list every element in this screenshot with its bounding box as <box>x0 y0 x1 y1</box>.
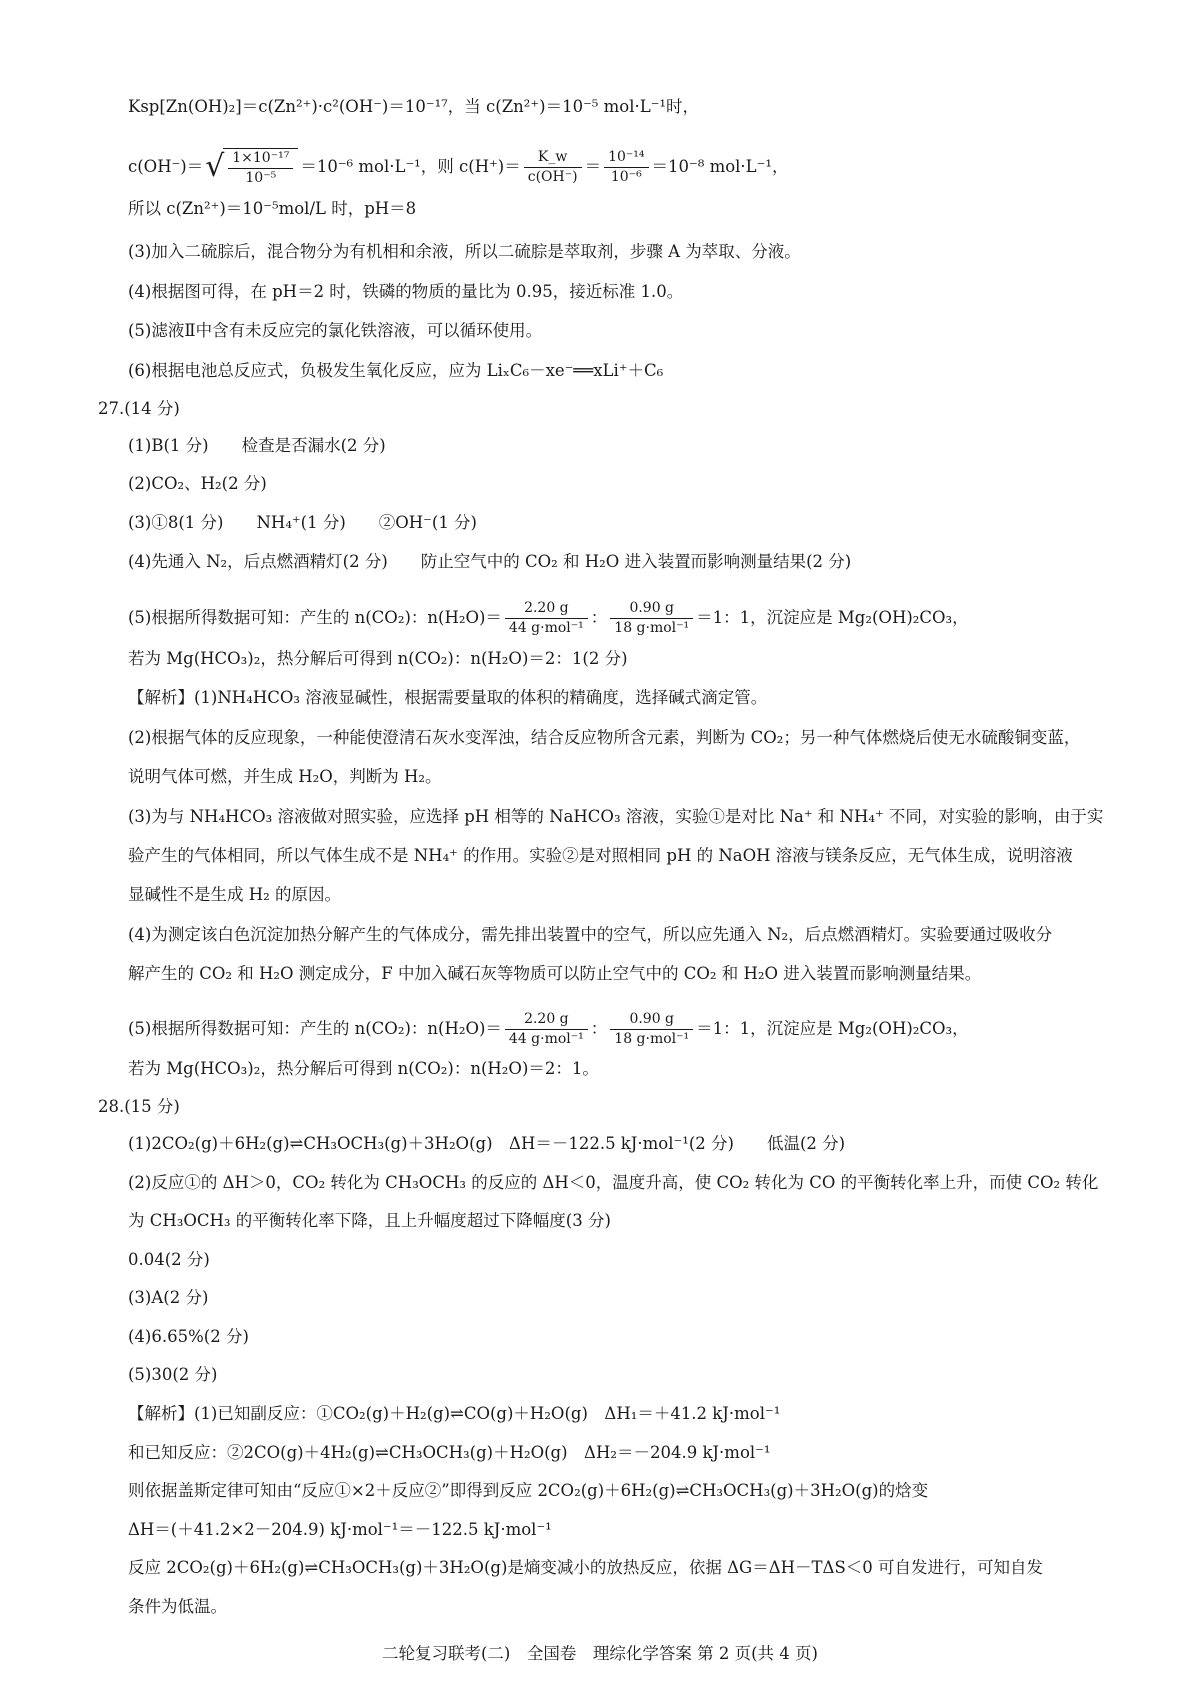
fraction-denominator: 10⁻⁶ <box>610 169 642 185</box>
fraction-denominator: 44 g·mol⁻¹ <box>508 620 584 636</box>
question-heading: 27.(14 分) <box>98 399 180 418</box>
fraction <box>524 149 582 186</box>
fraction-numerator: 10⁻¹⁴ <box>604 149 648 168</box>
fraction <box>610 1011 693 1048</box>
text-line: (3)加入二硫腙后，混合物分为有机相和余液，所以二硫腙是萃取剂，步骤 A 为萃取、分液。 <box>128 242 801 261</box>
fraction-denominator: 18 g·mol⁻¹ <box>614 620 690 636</box>
text-line: (4)6.65%(2 分) <box>128 1327 249 1346</box>
text-line: 若为 Mg(HCO₃)₂，热分解后可得到 n(CO₂)：n(H₂O)＝2：1。 <box>128 1059 599 1078</box>
question-heading: 28.(15 分) <box>98 1097 180 1116</box>
text-line: 若为 Mg(HCO₃)₂，热分解后可得到 n(CO₂)：n(H₂O)＝2：1(2 分) <box>128 649 628 668</box>
formula-text: (5)根据所得数据可知：产生的 n(CO₂)：n(H₂O)＝ <box>128 608 502 627</box>
formula-text: ＝ <box>584 157 602 176</box>
radical-sign: √ <box>205 149 225 184</box>
text-line: 所以 c(Zn²⁺)＝10⁻⁵mol/L 时，pH＝8 <box>128 199 417 218</box>
analysis-line: 【解析】(1)NH₄HCO₃ 溶液显碱性，根据需要量取的体积的精确度，选择碱式滴定管。 <box>128 688 768 707</box>
fraction <box>505 1011 588 1048</box>
text-line: 为 CH₃OCH₃ 的平衡转化率下降，且上升幅度超过下降幅度(3 分) <box>128 1211 611 1230</box>
text-line: (1)2CO₂(g)＋6H₂(g)⇌CH₃OCH₃(g)＋3H₂O(g) ΔH＝－122.5 kJ·mol⁻¹(2 分) 低温(2 分) <box>128 1134 846 1153</box>
fraction-numerator: 1×10⁻¹⁷ <box>228 150 293 169</box>
formula-text: (5)根据所得数据可知：产生的 n(CO₂)：n(H₂O)＝ <box>128 1019 502 1038</box>
sqrt-expression <box>205 148 298 187</box>
text-line: 显碱性不是生成 H₂ 的原因。 <box>128 885 341 904</box>
analysis-line: 【解析】(1)已知副反应：①CO₂(g)＋H₂(g)⇌CO(g)＋H₂O(g) ΔH₁＝＋41.2 kJ·mol⁻¹ <box>128 1404 781 1423</box>
fraction <box>228 150 293 187</box>
text-line: (2)反应①的 ΔH＞0，CO₂ 转化为 CH₃OCH₃ 的反应的 ΔH＜0，温度升高，使 CO₂ 转化为 CO 的平衡转化率上升，而使 CO₂ 转化 <box>128 1173 1099 1192</box>
formula-text: ： <box>590 608 608 627</box>
text-line: 解产生的 CO₂ 和 H₂O 测定成分，F 中加入碱石灰等物质可以防止空气中的 CO₂ 和 H₂O 进入装置而影响测量结果。 <box>128 964 982 983</box>
text-line: (3)A(2 分) <box>128 1288 209 1307</box>
text-line: (2)根据气体的反应现象，一种能使澄清石灰水变浑浊，结合反应物所含元素，判断为 CO₂；另一种气体燃烧后使无水硫酸铜变蓝， <box>128 728 1081 747</box>
text-line: (3)为与 NH₄HCO₃ 溶液做对照实验，应选择 pH 相等的 NaHCO₃ 溶液，实验①是对比 Na⁺ 和 NH₄⁺ 不同，对实验的影响，由于实 <box>128 807 1104 826</box>
fraction-numerator: 2.20 g <box>505 600 588 619</box>
fraction-numerator: K_w <box>524 149 582 168</box>
text-line: 说明气体可燃，并生成 H₂O，判断为 H₂。 <box>128 767 442 786</box>
text-line: (2)CO₂、H₂(2 分) <box>128 474 267 493</box>
fraction <box>610 600 693 637</box>
text-line: 和已知反应：②2CO(g)＋4H₂(g)⇌CH₃OCH₃(g)＋H₂O(g) ΔH₂＝－204.9 kJ·mol⁻¹ <box>128 1443 771 1462</box>
formula-text: ＝10⁻⁶ mol·L⁻¹，则 c(H⁺)＝ <box>300 157 521 176</box>
formula-text: ＝10⁻⁸ mol·L⁻¹， <box>651 157 789 176</box>
fraction-numerator: 0.90 g <box>610 600 693 619</box>
formula-line <box>128 600 969 637</box>
text-line: (4)先通入 N₂，后点燃酒精灯(2 分) 防止空气中的 CO₂ 和 H₂O 进入装置而影响测量结果(2 分) <box>128 552 852 571</box>
fraction-denominator: 10⁻⁵ <box>245 170 277 186</box>
formula-text: c(OH⁻)＝ <box>128 157 204 176</box>
formula-text: ＝1：1，沉淀应是 Mg₂(OH)₂CO₃， <box>696 608 969 627</box>
fraction-denominator: c(OH⁻) <box>527 169 578 185</box>
text-line: Ksp[Zn(OH)₂]＝c(Zn²⁺)·c²(OH⁻)＝10⁻¹⁷，当 c(Zn²⁺)＝10⁻⁵ mol·L⁻¹时， <box>128 97 700 116</box>
text-line: 则依据盖斯定律可知由“反应①×2＋反应②”即得到反应 2CO₂(g)＋6H₂(g)⇌CH₃OCH₃(g)＋3H₂O(g)的焓变 <box>128 1481 929 1500</box>
formula-text: ＝1：1，沉淀应是 Mg₂(OH)₂CO₃， <box>696 1019 969 1038</box>
text-line: (4)根据图可得，在 pH＝2 时，铁磷的物质的量比为 0.95，接近标准 1.0。 <box>128 282 684 301</box>
fraction-denominator: 18 g·mol⁻¹ <box>614 1031 690 1047</box>
text-line: 0.04(2 分) <box>128 1250 210 1269</box>
text-line: 条件为低温。 <box>128 1597 227 1616</box>
page-footer: 二轮复习联考(二) 全国卷 理综化学答案 第 2 页(共 4 页) <box>382 1644 818 1663</box>
formula-text: ： <box>590 1019 608 1038</box>
text-line: (1)B(1 分) 检查是否漏水(2 分) <box>128 436 386 455</box>
text-line: 验产生的气体相同，所以气体生成不是 NH₄⁺ 的作用。实验②是对照相同 pH 的 NaOH 溶液与镁条反应，无气体生成，说明溶液 <box>128 846 1073 865</box>
fraction <box>505 600 588 637</box>
text-line: (5)滤液Ⅱ中含有未反应完的氯化铁溶液，可以循环使用。 <box>128 321 543 340</box>
fraction-denominator: 44 g·mol⁻¹ <box>508 1031 584 1047</box>
fraction-numerator: 0.90 g <box>610 1011 693 1030</box>
fraction-numerator: 2.20 g <box>505 1011 588 1030</box>
fraction <box>604 149 648 186</box>
formula-line <box>128 148 788 187</box>
text-line: (3)①8(1 分) NH₄⁺(1 分) ②OH⁻(1 分) <box>128 513 477 532</box>
text-line: (4)为测定该白色沉淀加热分解产生的气体成分，需先排出装置中的空气，所以应先通入 N₂，后点燃酒精灯。实验要通过吸收分 <box>128 925 1053 944</box>
text-line: ΔH＝(＋41.2×2－204.9) kJ·mol⁻¹＝－122.5 kJ·mol⁻¹ <box>128 1520 552 1539</box>
text-line: (6)根据电池总反应式，负极发生氧化反应，应为 LiₓC₆－xe⁻══xLi⁺＋C₆ <box>128 361 664 380</box>
text-line: 反应 2CO₂(g)＋6H₂(g)⇌CH₃OCH₃(g)＋3H₂O(g)是熵变减小的放热反应，依据 ΔG＝ΔH－TΔS＜0 可自发进行，可知自发 <box>128 1558 1044 1577</box>
formula-line <box>128 1011 969 1048</box>
text-line: (5)30(2 分) <box>128 1365 218 1384</box>
